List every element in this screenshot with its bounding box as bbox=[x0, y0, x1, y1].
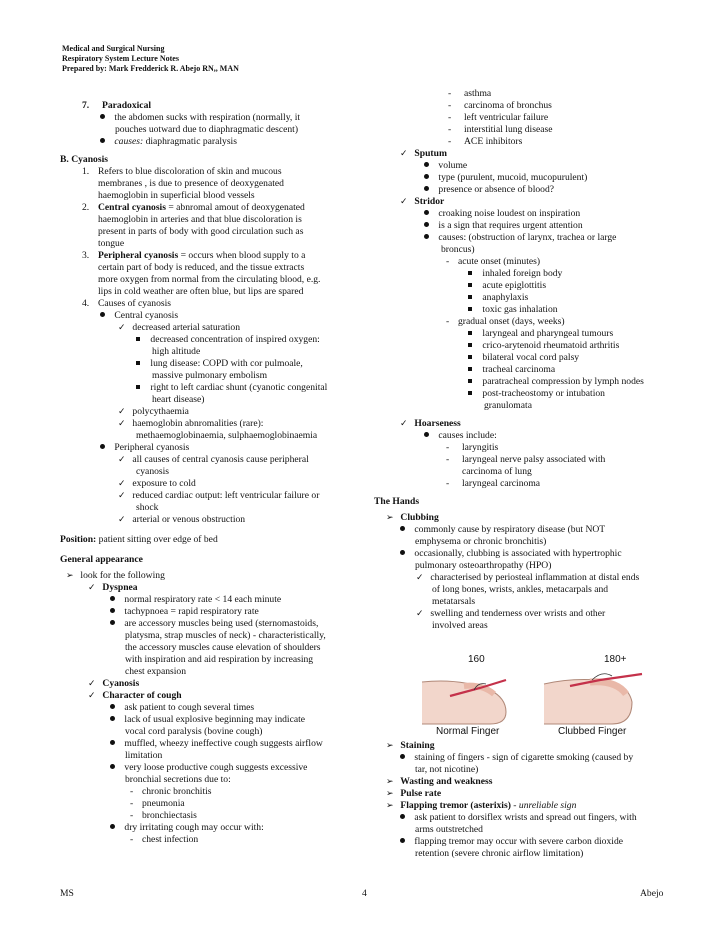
text-line: lips in cold weather are often blue, but lips are spared bbox=[98, 286, 304, 297]
dash-item: - carcinoma of bronchus bbox=[448, 100, 552, 111]
check-item: ✓ haemoglobin abnromalities (rare): bbox=[118, 418, 264, 429]
check-item-sputum: ✓ Sputum bbox=[400, 148, 447, 159]
bullet: tachypnoea = rapid respiratory rate bbox=[110, 606, 410, 618]
left-column bbox=[60, 88, 360, 846]
text-line: massive pulmonary embolism bbox=[152, 370, 268, 381]
text-line: present in parts of body with good circulation such as bbox=[98, 226, 304, 237]
check-item-stridor: ✓ Stridor bbox=[400, 196, 445, 207]
square-item: tracheal carcinoma bbox=[468, 364, 728, 376]
dash-item: - chronic bronchitis bbox=[130, 786, 212, 797]
text-line: bronchial secretions due to: bbox=[125, 774, 231, 785]
text-line: granulomata bbox=[484, 400, 532, 411]
bullet: staining of fingers - sign of cigarette smoking (caused by bbox=[400, 752, 700, 764]
arrow-item: ➢ look for the following bbox=[66, 570, 165, 581]
text-line: certain part of body is reduced, and the tissue extracts bbox=[98, 262, 305, 273]
text-line: retention (severe chronic airflow limitation) bbox=[415, 848, 584, 859]
check-item: ✓ exposure to cold bbox=[118, 478, 196, 489]
text-line: haemoglobin in superficial blood vessels bbox=[98, 190, 255, 201]
square-item: bilateral vocal cord palsy bbox=[468, 352, 728, 364]
text-line: heart disease) bbox=[152, 394, 205, 405]
text-line: more oxygen from normal from the circulating blood, e.g. bbox=[98, 274, 321, 285]
text-line: platysma, strap muscles of neck) - characteristically, bbox=[125, 630, 326, 641]
dash-item: - acute onset (minutes) bbox=[446, 256, 541, 267]
angle-clubbed-label: 180+ bbox=[604, 654, 627, 665]
page-number: 4 bbox=[362, 888, 367, 899]
arrow-item-flapping: ➢ Flapping tremor (asterixis) - unreliable sign bbox=[386, 800, 577, 811]
check-item: ✓ Dyspnea bbox=[88, 582, 138, 593]
dash-item: - laryngeal carcinoma bbox=[446, 478, 541, 489]
text-line: emphysema or chronic bronchitis) bbox=[415, 536, 547, 547]
text-line: shock bbox=[136, 502, 159, 513]
text-line: metatarsals bbox=[432, 596, 476, 607]
dash-item: - bronchiectasis bbox=[130, 810, 197, 821]
bullet: flapping tremor may occur with severe carbon dioxide bbox=[400, 836, 700, 848]
right-column-bottom bbox=[374, 740, 674, 860]
check-item: ✓ polycythaemia bbox=[118, 406, 189, 417]
dash-item: - left ventricular failure bbox=[448, 112, 549, 123]
check-item: ✓ arterial or venous obstruction bbox=[118, 514, 246, 525]
header-course: Medical and Surgical Nursing bbox=[62, 44, 165, 53]
square-item: acute epiglottitis bbox=[468, 280, 728, 292]
text-line: pouches uotward due to diaphragmatic descent) bbox=[115, 124, 299, 135]
bullet: volume bbox=[424, 160, 724, 172]
text-line: carcinoma of lung bbox=[462, 466, 532, 477]
check-item: ✓ reduced cardiac output: left ventricular failure or bbox=[118, 490, 320, 501]
square-item: decreased concentration of inspired oxygen: bbox=[136, 334, 436, 346]
text-line: chest expansion bbox=[125, 666, 187, 677]
square-item: anaphylaxis bbox=[468, 292, 728, 304]
list-item: 3. Peripheral cyanosis = occurs when blood supply to a bbox=[82, 250, 306, 261]
item-7-paradoxical: 7. Paradoxical bbox=[82, 100, 152, 111]
clubbed-finger-caption: Clubbed Finger bbox=[558, 726, 627, 737]
list-item: 2. Central cyanosis = abnromal amout of deoxygenated bbox=[82, 202, 305, 213]
text-line: tar, not nicotine) bbox=[415, 764, 479, 775]
text-line: of long bones, wrists, ankles, metacarpals and bbox=[432, 584, 609, 595]
header-author: Prepared by: Mark Fredderick R. Abejo RN,, MAN bbox=[62, 64, 239, 73]
bullet: causes: diaphragmatic paralysis bbox=[100, 136, 400, 148]
text-line: pulmonary osteoarthropathy (HPO) bbox=[415, 560, 552, 571]
text-line: with inspiration and aid respiration by increasing bbox=[125, 654, 314, 665]
section-title-cyanosis: B. Cyanosis bbox=[60, 154, 108, 165]
text-line: haemoglobin in arteries and that blue discoloration is bbox=[98, 214, 302, 225]
check-item: ✓ decreased arterial saturation bbox=[118, 322, 241, 333]
square-item: toxic gas inhalation bbox=[468, 304, 728, 316]
bullet: muffled, wheezy ineffective cough suggests airflow bbox=[110, 738, 410, 750]
bullet: is a sign that requires urgent attention bbox=[424, 220, 724, 232]
square-item: laryngeal and pharyngeal tumours bbox=[468, 328, 728, 340]
list-item: 1. Refers to blue discoloration of skin and mucous bbox=[82, 166, 282, 177]
bullet: Central cyanosis bbox=[100, 310, 400, 322]
dash-item: - interstitial lung disease bbox=[448, 124, 553, 135]
section-title-general-appearance: General appearance bbox=[60, 554, 143, 565]
text-line: the accessory muscles cause elevation of shoulders bbox=[125, 642, 321, 653]
arrow-item-clubbing: ➢ Clubbing bbox=[386, 512, 439, 523]
check-item: ✓ all causes of central cyanosis cause peripheral bbox=[118, 454, 309, 465]
dash-item: - gradual onset (days, weeks) bbox=[446, 316, 565, 327]
check-item: ✓ Character of cough bbox=[88, 690, 182, 701]
bullet: ask patient to dorsiflex wrists and spread out fingers, with bbox=[400, 812, 700, 824]
bullet: Peripheral cyanosis bbox=[100, 442, 400, 454]
bullet: presence or absence of blood? bbox=[424, 184, 724, 196]
bullet: occasionally, clubbing is associated with hypertrophic bbox=[400, 548, 700, 560]
dash-item: - pneumonia bbox=[130, 798, 185, 809]
bullet: dry irritating cough may occur with: bbox=[110, 822, 410, 834]
dash-item: - chest infection bbox=[130, 834, 199, 845]
footer-left: MS bbox=[60, 888, 74, 899]
square-item: paratracheal compression by lymph nodes bbox=[468, 376, 728, 388]
square-item: inhaled foreign body bbox=[468, 268, 728, 280]
bullet: normal respiratory rate < 14 each minute bbox=[110, 594, 410, 606]
document-header bbox=[62, 44, 239, 74]
footer-right: Abejo bbox=[640, 888, 664, 899]
text-line: vocal cord paralysis (bovine cough) bbox=[125, 726, 263, 737]
text-line: involved areas bbox=[432, 620, 488, 631]
dash-item: - asthma bbox=[448, 88, 492, 99]
list-item: 4. Causes of cyanosis bbox=[82, 298, 172, 309]
square-item: lung disease: COPD with cor pulmoale, bbox=[136, 358, 436, 370]
finger-clubbing-figure bbox=[420, 654, 648, 738]
bullet: are accessory muscles being used (sternomastoids, bbox=[110, 618, 410, 630]
bullet: causes: (obstruction of larynx, trachea or large bbox=[424, 232, 724, 244]
bullet: commonly cause by respiratory disease (but NOT bbox=[400, 524, 700, 536]
bullet: ask patient to cough several times bbox=[110, 702, 410, 714]
square-item: post-tracheostomy or intubation bbox=[468, 388, 728, 400]
dash-item: - ACE inhibitors bbox=[448, 136, 523, 147]
right-column bbox=[374, 88, 674, 632]
square-item: right to left cardiac shunt (cyanotic congenital bbox=[136, 382, 436, 394]
normal-finger-caption: Normal Finger bbox=[436, 726, 500, 737]
square-item: crico-arytenoid rheumatoid arthritis bbox=[468, 340, 728, 352]
bullet: lack of usual explosive beginning may indicate bbox=[110, 714, 410, 726]
dash-item: - laryngitis bbox=[446, 442, 499, 453]
arrow-item-wasting: ➢ Wasting and weakness bbox=[386, 776, 493, 787]
check-item: ✓ Cyanosis bbox=[88, 678, 140, 689]
text-line: arms outstretched bbox=[415, 824, 483, 835]
bullet: very loose productive cough suggests excessive bbox=[110, 762, 410, 774]
check-item-hoarseness: ✓ Hoarseness bbox=[400, 418, 461, 429]
text-line: broncus) bbox=[441, 244, 475, 255]
bullet: croaking noise loudest on inspiration bbox=[424, 208, 724, 220]
dash-item: - laryngeal nerve palsy associated with bbox=[446, 454, 606, 465]
text-line: membranes , is due to presence of deoxygenated bbox=[98, 178, 284, 189]
bullet: the abdomen sucks with respiration (normally, it bbox=[100, 112, 400, 124]
text-line: tongue bbox=[98, 238, 125, 249]
bullet: type (purulent, mucoid, mucopurulent) bbox=[424, 172, 724, 184]
angle-normal-label: 160 bbox=[468, 654, 485, 665]
position-line: Position: patient sitting over edge of bed bbox=[60, 534, 218, 545]
text-line: limitation bbox=[125, 750, 163, 761]
arrow-item-pulse: ➢ Pulse rate bbox=[386, 788, 442, 799]
text-line: high altitude bbox=[152, 346, 201, 357]
check-item: ✓ swelling and tenderness over wrists and other bbox=[416, 608, 606, 619]
arrow-item-staining: ➢ Staining bbox=[386, 740, 435, 751]
header-subject: Respiratory System Lecture Notes bbox=[62, 54, 179, 63]
bullet: causes include: bbox=[424, 430, 724, 442]
check-item: ✓ characterised by periosteal inflammation at distal ends bbox=[416, 572, 640, 583]
section-title-the-hands: The Hands bbox=[374, 496, 420, 507]
text-line: methaemoglobinaemia, sulphaemoglobinaemia bbox=[136, 430, 318, 441]
text-line: cyanosis bbox=[136, 466, 170, 477]
